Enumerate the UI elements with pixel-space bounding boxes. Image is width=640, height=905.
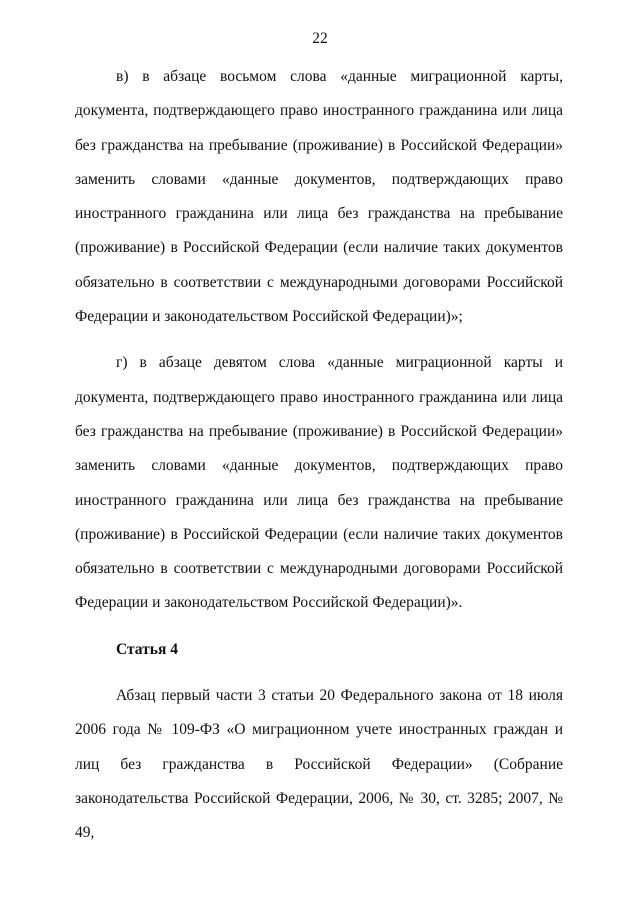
paragraph-item-g: г) в абзаце девятом слова «данные миграционной карты и документа, подтверждающего право иностранного гражданина или лица без гражданства на пребывание (проживание) в Российской Федерации» заменить словами «данные документов, подтверждающих право иностранного гражданина или лица без гражданства на пребывание (проживание) в Российской Федерации (если наличие таких документов обязательно в соответствии с международными договорами Российской Федерации и законодательством Российской Федерации)».: [75, 354, 563, 612]
document-body: [75, 60, 563, 851]
paragraph-spacer: [75, 334, 563, 346]
paragraph-article-4: Абзац первый части 3 статьи 20 Федерального закона от 18 июля 2006 года № 109-ФЗ «О миграционном учете иностранных граждан и лиц без гражданства в Российской Федерации» (Собрание законодательства Российской Федерации, 2006, № 30, ст. 3285; 2007, № 49,: [75, 687, 563, 842]
paragraph-item-v: в) в абзаце восьмом слова «данные миграционной карты, документа, подтверждающего право иностранного гражданина или лица без гражданства на пребывание (проживание) в Российской Федерации» заменить словами «данные документов, подтверждающих право иностранного гражданина или лица без гражданства на пребывание (проживание) в Российской Федерации (если наличие таких документов обязательно в соответствии с международными договорами Российской Федерации и законодательством Российской Федерации)»;: [75, 68, 563, 326]
article-heading: Статья 4: [116, 640, 178, 658]
page-number: 22: [312, 30, 328, 47]
